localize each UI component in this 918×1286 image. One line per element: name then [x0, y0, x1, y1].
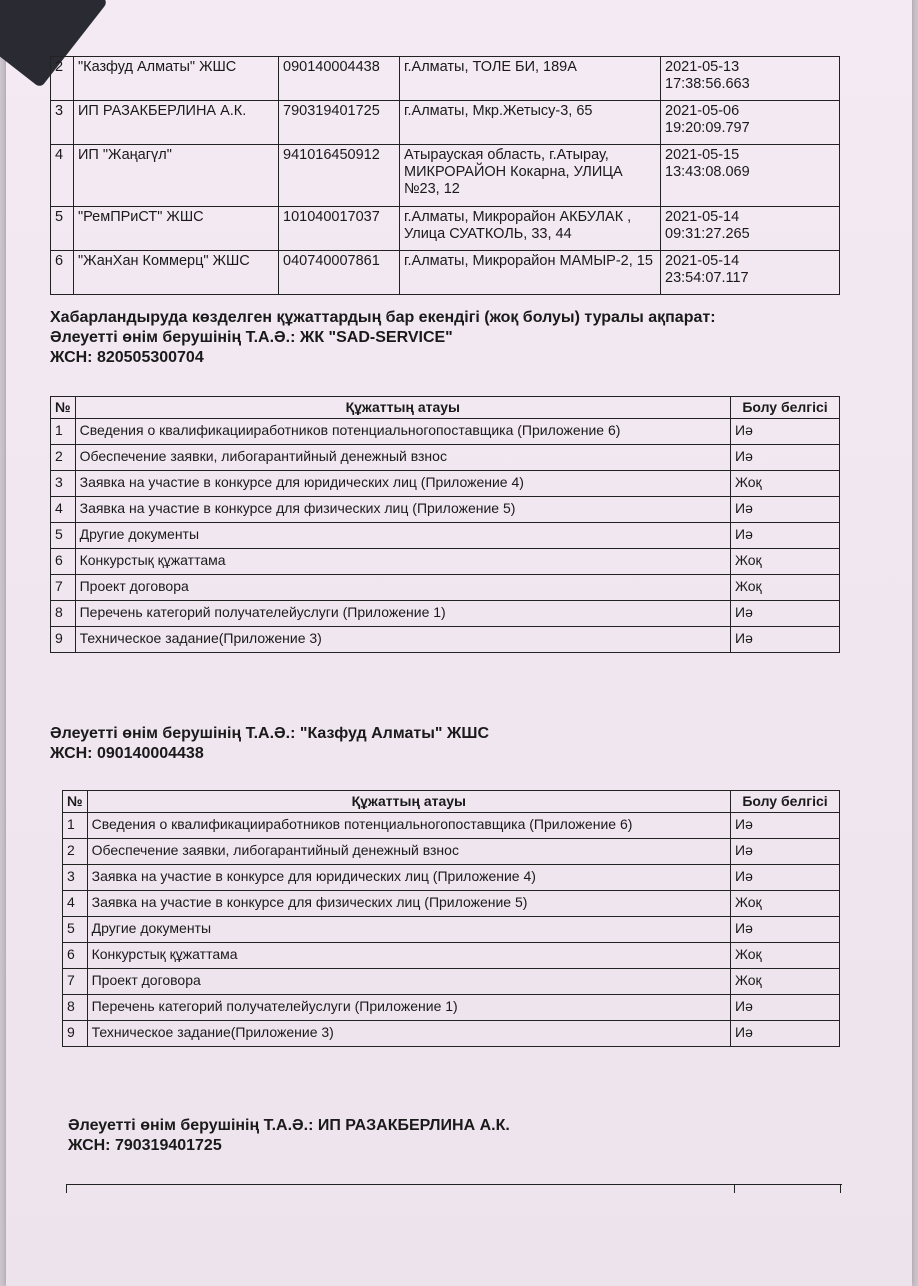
suppliers-table-block: [50, 56, 840, 295]
table-row: [51, 251, 840, 295]
table-row: [51, 445, 840, 471]
info-heading: Хабарландыруда көзделген құжаттардың бар екендігі (жоқ болуы) туралы ақпарат:: [50, 309, 716, 326]
doc-status: Жоқ: [731, 549, 840, 575]
doc-status: Иә: [731, 419, 840, 445]
supplier-name: "Казфуд Алматы" ЖШС: [74, 57, 279, 101]
header-doc-name: Құжаттың атауы: [87, 791, 730, 813]
row-number: 2: [63, 839, 88, 865]
table-row: [63, 1021, 840, 1047]
table-row: [51, 145, 840, 207]
supplier-line: Әлеуетті өнім берушінің Т.А.Ә.: ЖК "SAD-SERVICE": [50, 329, 453, 346]
table-header-row: [51, 397, 840, 419]
table-row: [63, 969, 840, 995]
iin-line: ЖСН: 820505300704: [50, 349, 204, 366]
header-num: №: [63, 791, 88, 813]
table-row: [51, 471, 840, 497]
supplier-name: "РемПРиСТ" ЖШС: [74, 207, 279, 251]
row-number: 3: [63, 865, 88, 891]
supplier-address: Атырауская область, г.Атырау, МИКРОРАЙОН Кокарна, УЛИЦА №23, 12: [400, 145, 661, 207]
table-row: [51, 497, 840, 523]
row-number: 3: [51, 101, 74, 145]
row-number: 2: [51, 57, 74, 101]
doc-status: Иә: [731, 1021, 840, 1047]
row-number: 9: [63, 1021, 88, 1047]
row-number: 4: [51, 145, 74, 207]
row-number: 1: [51, 419, 76, 445]
iin-line: ЖСН: 790319401725: [68, 1137, 222, 1154]
documents-table: [62, 790, 840, 1047]
doc-status: Иә: [731, 627, 840, 653]
row-number: 2: [51, 445, 76, 471]
doc-status: Иә: [731, 865, 840, 891]
supplier-address: г.Алматы, Микрорайон МАМЫР-2, 15: [400, 251, 661, 295]
table-row: [51, 549, 840, 575]
doc-status: Жоқ: [731, 575, 840, 601]
doc-name: Сведения о квалификацииработников потенциальногопоставщика (Приложение 6): [75, 419, 730, 445]
row-number: 1: [63, 813, 88, 839]
supplier-bin: 790319401725: [279, 101, 400, 145]
header-status: Болу белгісі: [731, 397, 840, 419]
supplier-line: Әлеуетті өнім берушінің Т.А.Ә.: ИП РАЗАКБЕРЛИНА А.К.: [68, 1117, 510, 1134]
doc-name: Техническое задание(Приложение 3): [87, 1021, 730, 1047]
table-row: [51, 101, 840, 145]
row-number: 4: [63, 891, 88, 917]
table-row: [51, 523, 840, 549]
doc-status: Иә: [731, 497, 840, 523]
documents-table: [50, 396, 840, 653]
doc-name: Техническое задание(Приложение 3): [75, 627, 730, 653]
doc-name: Обеспечение заявки, либогарантийный денежный взнос: [87, 839, 730, 865]
supplier-name: ИП "Жаңагүл": [74, 145, 279, 207]
table-row: [63, 995, 840, 1021]
table-row: [63, 943, 840, 969]
submission-time: 17:38:56.663: [665, 76, 750, 92]
supplier-bin: 941016450912: [279, 145, 400, 207]
submission-datetime: [661, 57, 840, 101]
doc-name: Другие документы: [75, 523, 730, 549]
supplier-name: "ЖанХан Коммерц" ЖШС: [74, 251, 279, 295]
section-heading: [50, 308, 716, 368]
row-number: 6: [51, 549, 76, 575]
table-row: [51, 575, 840, 601]
documents-table-block-1: [50, 396, 840, 653]
doc-name: Перечень категорий получателейуслуги (Приложение 1): [87, 995, 730, 1021]
table-divider: [840, 1184, 841, 1193]
doc-name: Конкурстық құжаттама: [75, 549, 730, 575]
doc-status: Иә: [731, 445, 840, 471]
iin-line: ЖСН: 090140004438: [50, 745, 204, 762]
supplier-address: г.Алматы, ТОЛЕ БИ, 189А: [400, 57, 661, 101]
cut-off-table-border: [66, 1184, 842, 1193]
supplier-bin: 090140004438: [279, 57, 400, 101]
doc-name: Другие документы: [87, 917, 730, 943]
doc-name: Заявка на участие в конкурсе для физических лиц (Приложение 5): [75, 497, 730, 523]
doc-status: Жоқ: [731, 969, 840, 995]
table-row: [51, 627, 840, 653]
doc-status: Жоқ: [731, 891, 840, 917]
suppliers-table: [50, 56, 840, 295]
submission-datetime: [661, 145, 840, 207]
submission-time: 23:54:07.117: [665, 270, 749, 286]
supplier-name: ИП РАЗАКБЕРЛИНА А.К.: [74, 101, 279, 145]
doc-status: Иә: [731, 523, 840, 549]
doc-name: Заявка на участие в конкурсе для юридических лиц (Приложение 4): [87, 865, 730, 891]
submission-date: 2021-05-14: [665, 253, 740, 269]
table-row: [51, 207, 840, 251]
section-heading: [68, 1116, 510, 1156]
submission-datetime: [661, 251, 840, 295]
supplier-address: г.Алматы, Мкр.Жетысу-3, 65: [400, 101, 661, 145]
supplier-bin: 101040017037: [279, 207, 400, 251]
doc-name: Проект договора: [87, 969, 730, 995]
doc-status: Жоқ: [731, 943, 840, 969]
doc-name: Обеспечение заявки, либогарантийный денежный взнос: [75, 445, 730, 471]
header-status: Болу белгісі: [731, 791, 840, 813]
supplier-bin: 040740007861: [279, 251, 400, 295]
row-number: 7: [63, 969, 88, 995]
doc-status: Иә: [731, 601, 840, 627]
submission-datetime: [661, 207, 840, 251]
documents-table-block-2: [62, 790, 840, 1047]
table-row: [63, 839, 840, 865]
row-number: 5: [63, 917, 88, 943]
doc-name: Перечень категорий получателейуслуги (Приложение 1): [75, 601, 730, 627]
row-number: 4: [51, 497, 76, 523]
row-number: 9: [51, 627, 76, 653]
row-number: 7: [51, 575, 76, 601]
table-row: [63, 813, 840, 839]
row-number: 8: [51, 601, 76, 627]
table-header-row: [63, 791, 840, 813]
row-number: 6: [51, 251, 74, 295]
row-number: 6: [63, 943, 88, 969]
doc-name: Конкурстық құжаттама: [87, 943, 730, 969]
doc-name: Проект договора: [75, 575, 730, 601]
header-num: №: [51, 397, 76, 419]
submission-date: 2021-05-14: [665, 209, 740, 225]
doc-status: Иә: [731, 839, 840, 865]
submission-time: 09:31:27.265: [665, 226, 750, 242]
doc-status: Иә: [731, 813, 840, 839]
table-row: [51, 419, 840, 445]
table-divider: [66, 1184, 67, 1193]
table-row: [51, 601, 840, 627]
header-doc-name: Құжаттың атауы: [75, 397, 730, 419]
submission-datetime: [661, 101, 840, 145]
table-row: [63, 865, 840, 891]
table-row: [51, 57, 840, 101]
section-heading: [50, 724, 489, 764]
doc-name: Сведения о квалификацииработников потенциальногопоставщика (Приложение 6): [87, 813, 730, 839]
submission-date: 2021-05-13: [665, 59, 740, 75]
table-divider: [734, 1184, 735, 1193]
submission-time: 13:43:08.069: [665, 164, 750, 180]
table-row: [63, 891, 840, 917]
doc-status: Иә: [731, 995, 840, 1021]
supplier-address: г.Алматы, Микрорайон АКБУЛАК , Улица СУАТКОЛЬ, 33, 44: [400, 207, 661, 251]
doc-name: Заявка на участие в конкурсе для юридических лиц (Приложение 4): [75, 471, 730, 497]
row-number: 5: [51, 207, 74, 251]
doc-status: Жоқ: [731, 471, 840, 497]
doc-name: Заявка на участие в конкурсе для физических лиц (Приложение 5): [87, 891, 730, 917]
supplier-line: Әлеуетті өнім берушінің Т.А.Ә.: "Казфуд Алматы" ЖШС: [50, 725, 489, 742]
row-number: 5: [51, 523, 76, 549]
submission-time: 19:20:09.797: [665, 120, 750, 136]
doc-status: Иә: [731, 917, 840, 943]
submission-date: 2021-05-06: [665, 103, 740, 119]
submission-date: 2021-05-15: [665, 147, 740, 163]
row-number: 8: [63, 995, 88, 1021]
table-row: [63, 917, 840, 943]
row-number: 3: [51, 471, 76, 497]
